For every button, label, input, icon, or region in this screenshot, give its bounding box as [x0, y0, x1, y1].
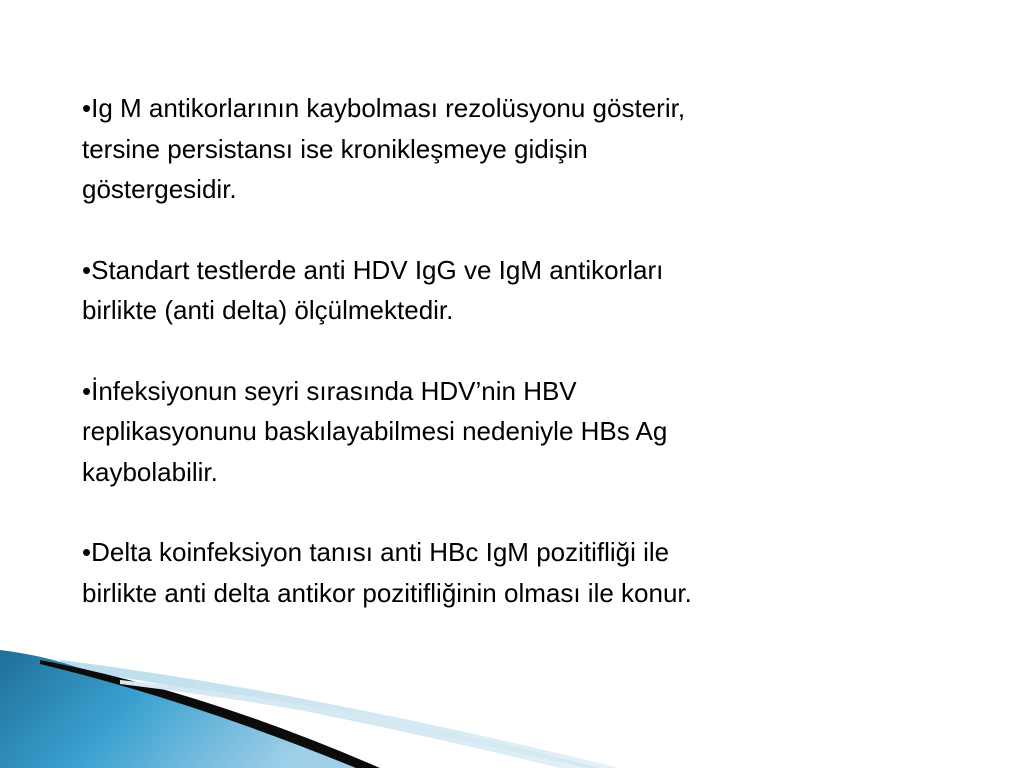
text-line: •Standart testlerde anti HDV IgG ve IgM antikorları [82, 254, 664, 285]
text-line: •İnfeksiyonun seyri sırasında HDV’nin HBV [82, 375, 577, 406]
slide-body [82, 88, 962, 613]
text-line: kaybolabilir. [82, 456, 218, 487]
text-line: birlikte (anti delta) ölçülmektedir. [82, 295, 454, 325]
text-line: •Ig M antikorlarının kaybolması rezolüsyonu gösterir, [82, 93, 686, 123]
bullet-paragraph-3 [82, 371, 962, 493]
bullet-paragraph-1 [82, 88, 962, 210]
text-line: •Delta koinfeksiyon tanısı anti HBc IgM pozitifliği ile [82, 537, 670, 567]
bullet-paragraph-2 [82, 250, 962, 331]
bullet-paragraph-4 [82, 532, 962, 613]
text-line: replikasyonunu baskılayabilmesi nedeniyle HBs Ag [82, 416, 668, 446]
text-line: tersine persistansı ise kronikleşmeye gidişin [82, 133, 588, 164]
text-line: göstergesidir. [82, 174, 237, 204]
text-line: birlikte anti delta antikor pozitifliğinin olması ile konur. [82, 577, 692, 608]
